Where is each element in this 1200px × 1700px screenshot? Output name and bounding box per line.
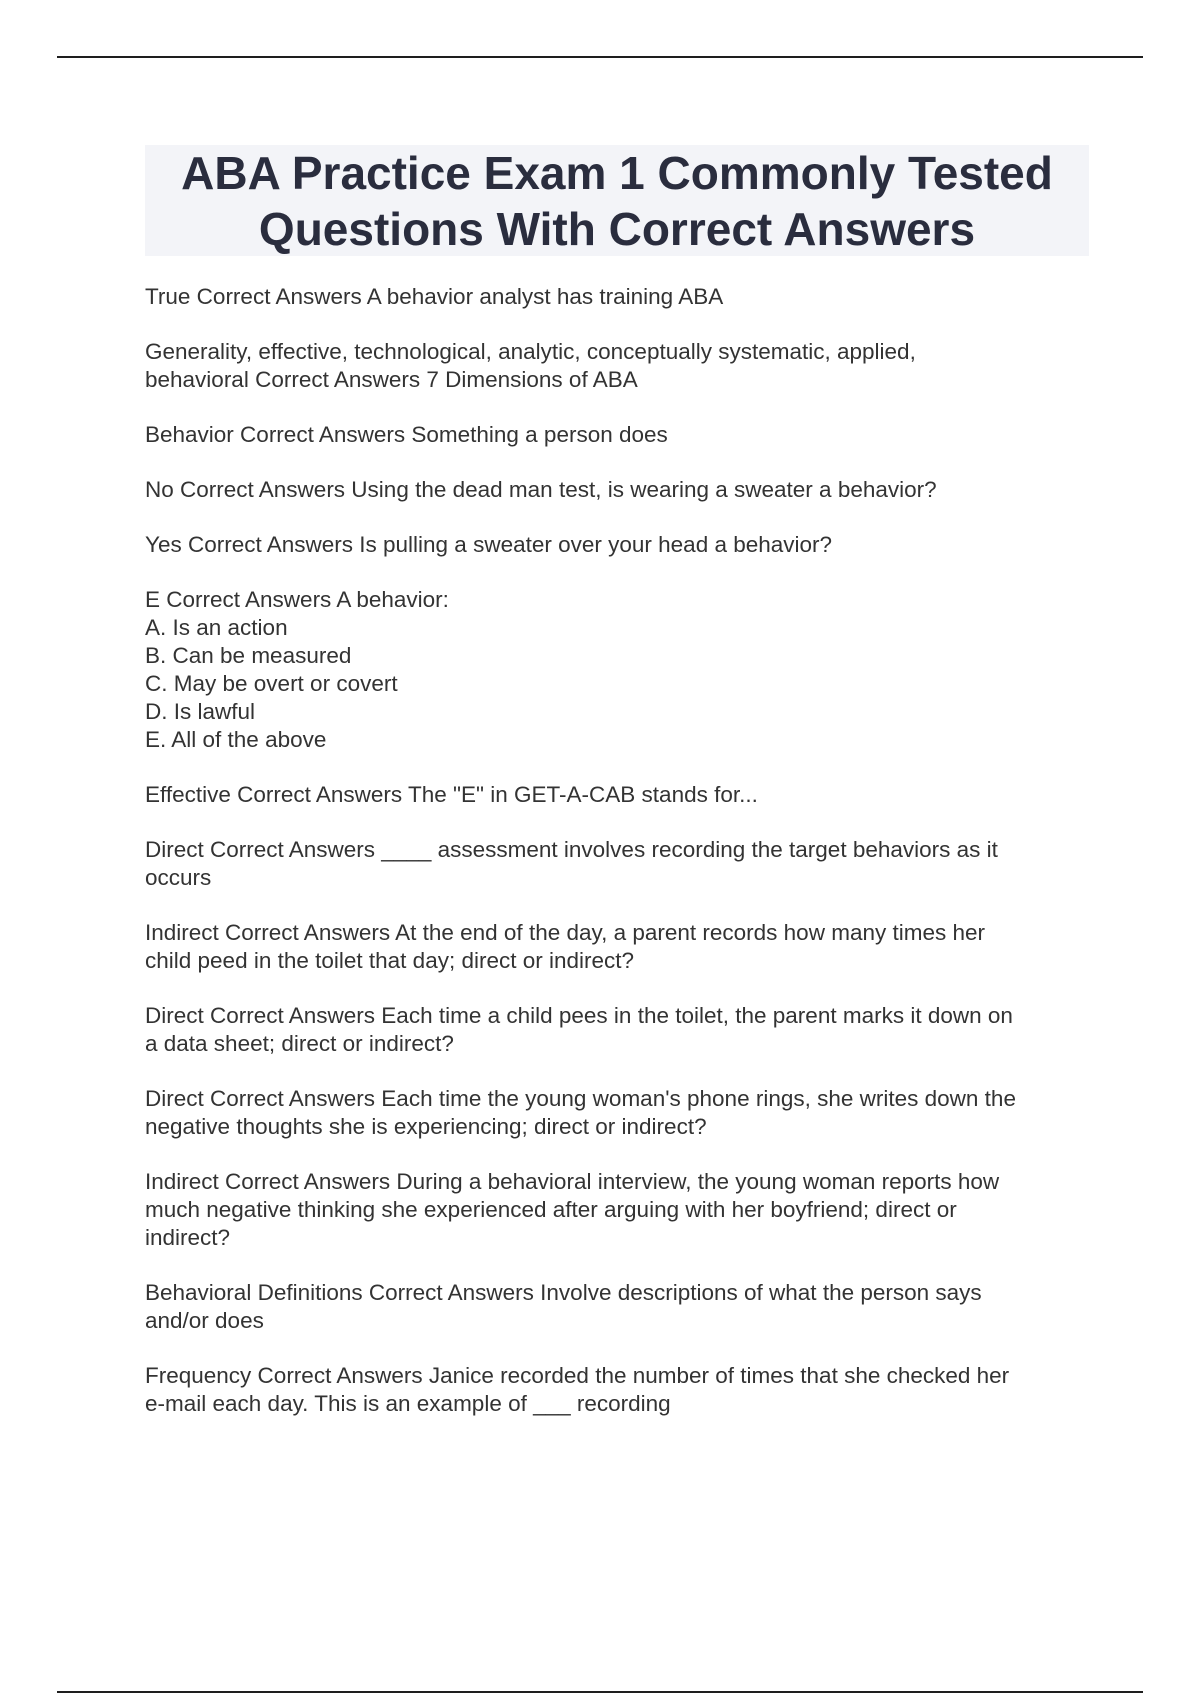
qa-item-line: Behavioral Definitions Correct Answers Involve descriptions of what the person says xyxy=(145,1280,982,1305)
qa-item-line: Direct Correct Answers Each time a child pees in the toilet, the parent marks it down on xyxy=(145,1003,1013,1028)
qa-item-line: True Correct Answers A behavior analyst has training ABA xyxy=(145,284,724,309)
qa-item xyxy=(145,781,1090,809)
qa-item-line: Direct Correct Answers Each time the young woman's phone rings, she writes down the xyxy=(145,1086,1016,1111)
qa-item xyxy=(145,1279,1090,1335)
top-divider xyxy=(57,56,1143,58)
title-banner xyxy=(145,145,1089,256)
qa-item-line: No Correct Answers Using the dead man test, is wearing a sweater a behavior? xyxy=(145,477,937,502)
qa-item-line: e-mail each day. This is an example of ___ recording xyxy=(145,1391,671,1416)
qa-item-line: Indirect Correct Answers At the end of the day, a parent records how many times her xyxy=(145,920,985,945)
qa-item-line: Yes Correct Answers Is pulling a sweater over your head a behavior? xyxy=(145,532,833,557)
qa-item xyxy=(145,919,1090,975)
qa-item xyxy=(145,836,1090,892)
qa-item-line: C. May be overt or covert xyxy=(145,671,398,696)
qa-item-line: Generality, effective, technological, analytic, conceptually systematic, applied, xyxy=(145,339,916,364)
qa-item xyxy=(145,283,1090,311)
qa-item-line: Effective Correct Answers The "E" in GET-A-CAB stands for... xyxy=(145,782,758,807)
qa-item-line: A. Is an action xyxy=(145,615,288,640)
qa-item xyxy=(145,531,1090,559)
qa-item-line: Behavior Correct Answers Something a person does xyxy=(145,422,668,447)
qa-item-line: B. Can be measured xyxy=(145,643,352,668)
qa-item-line: and/or does xyxy=(145,1308,264,1333)
qa-item-line: a data sheet; direct or indirect? xyxy=(145,1031,454,1056)
qa-item-line: occurs xyxy=(145,865,212,890)
qa-item xyxy=(145,1002,1090,1058)
qa-item-line: E. All of the above xyxy=(145,727,327,752)
qa-item-line: negative thoughts she is experiencing; direct or indirect? xyxy=(145,1114,707,1139)
qa-item-line: Indirect Correct Answers During a behavioral interview, the young woman reports how xyxy=(145,1169,1000,1194)
bottom-divider xyxy=(57,1691,1143,1693)
qa-item-line: Direct Correct Answers ____ assessment involves recording the target behaviors as it xyxy=(145,837,998,862)
qa-item-line: indirect? xyxy=(145,1225,231,1250)
qa-item xyxy=(145,1085,1090,1141)
page-title-line-2: Questions With Correct Answers xyxy=(258,202,976,255)
qa-item-line: much negative thinking she experienced after arguing with her boyfriend; direct or xyxy=(145,1197,957,1222)
qa-item xyxy=(145,421,1090,449)
page-title xyxy=(181,145,1053,257)
qa-item xyxy=(145,586,1090,754)
qa-item-line: Frequency Correct Answers Janice recorded the number of times that she checked her xyxy=(145,1363,1010,1388)
qa-list xyxy=(145,283,1090,1445)
qa-item xyxy=(145,476,1090,504)
page-title-line-1: ABA Practice Exam 1 Commonly Tested xyxy=(181,146,1053,199)
qa-item-line: D. Is lawful xyxy=(145,699,256,724)
qa-item xyxy=(145,1362,1090,1418)
qa-item-line: child peed in the toilet that day; direct or indirect? xyxy=(145,948,635,973)
qa-item xyxy=(145,1168,1090,1252)
qa-item-line: behavioral Correct Answers 7 Dimensions of ABA xyxy=(145,367,638,392)
qa-item xyxy=(145,338,1090,394)
qa-item-line: E Correct Answers A behavior: xyxy=(145,587,449,612)
